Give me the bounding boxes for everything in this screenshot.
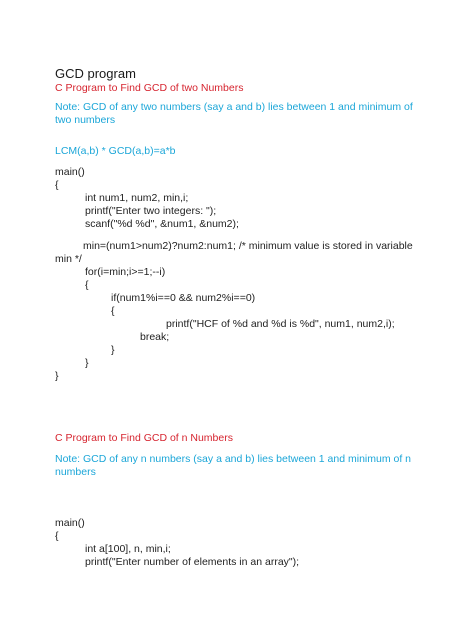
- section1-heading: C Program to Find GCD of two Numbers: [55, 82, 244, 94]
- code-line: int a[100], n, min,i;: [85, 543, 171, 555]
- section2-note-line2: numbers: [55, 466, 96, 478]
- code-line: printf("HCF of %d and %d is %d", num1, num2,i);: [166, 318, 395, 330]
- code-line: {: [55, 179, 59, 191]
- code-line: main(): [55, 166, 85, 178]
- code-line: int num1, num2, min,i;: [85, 192, 189, 204]
- document-title: GCD program: [55, 66, 136, 81]
- code-line: scanf("%d %d", &num1, &num2);: [85, 218, 239, 230]
- code-line: printf("Enter number of elements in an array");: [85, 556, 300, 568]
- code-line: }: [111, 344, 115, 356]
- code-line: min=(num1>num2)?num2:num1; /* minimum value is stored in variable: [83, 240, 413, 252]
- section1-formula: LCM(a,b) * GCD(a,b)=a*b: [55, 145, 176, 157]
- section1-note-line2: two numbers: [55, 114, 116, 126]
- section1-note-line1: Note: GCD of any two numbers (say a and b) lies between 1 and minimum of: [55, 101, 413, 113]
- code-line: main(): [55, 517, 85, 529]
- code-line: }: [55, 370, 59, 382]
- section2-heading: C Program to Find GCD of n Numbers: [55, 432, 233, 444]
- code-line: printf("Enter two integers: ");: [85, 205, 217, 217]
- code-line: {: [55, 530, 59, 542]
- code-line: }: [85, 357, 89, 369]
- code-line: {: [111, 305, 115, 317]
- code-line: for(i=min;i>=1;--i): [85, 266, 166, 278]
- code-line: min */: [55, 253, 82, 265]
- code-line: break;: [140, 331, 170, 343]
- code-line: {: [85, 279, 89, 291]
- code-line: if(num1%i==0 && num2%i==0): [111, 292, 256, 304]
- section2-note-line1: Note: GCD of any n numbers (say a and b) lies between 1 and minimum of n: [55, 453, 412, 465]
